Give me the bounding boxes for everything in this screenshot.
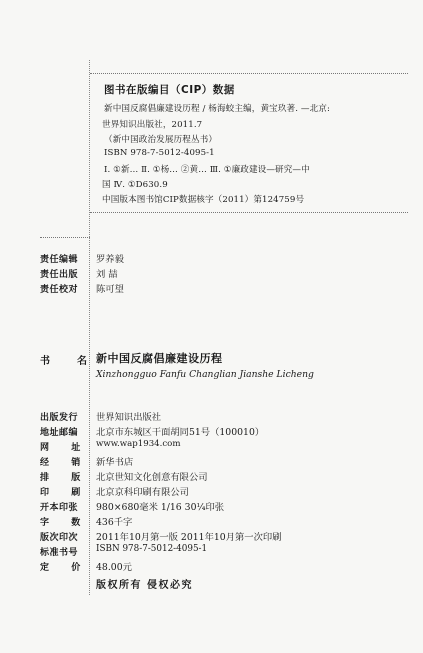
pub-label: 出版发行 bbox=[40, 413, 79, 423]
pub-label: 地址邮编 bbox=[40, 428, 79, 438]
pub-value: 436千字 bbox=[96, 517, 133, 528]
cip-bottom-rule bbox=[90, 212, 408, 213]
pub-value: 北京京科印刷有限公司 bbox=[96, 487, 189, 498]
cip-line: Ⅰ. ①新… Ⅱ. ①杨… ②黄… Ⅲ. ①廉政建设—研究—中 bbox=[104, 165, 310, 175]
editor-value: 陈可望 bbox=[96, 284, 124, 295]
book-title: 新中国反腐倡廉建设历程 bbox=[96, 352, 223, 365]
section-rule bbox=[40, 237, 90, 238]
pub-label: 标准书号 bbox=[40, 548, 79, 558]
pub-value: 北京世知文化创意有限公司 bbox=[96, 472, 208, 483]
editor-label: 责任出版 bbox=[40, 270, 79, 280]
pub-value: 新华书店 bbox=[96, 457, 134, 468]
pub-value: 48.00元 bbox=[96, 562, 132, 573]
editor-value: 罗养毅 bbox=[96, 254, 124, 265]
pub-label: 网 址 bbox=[40, 443, 81, 453]
cip-line: ISBN 978-7-5012-4095-1 bbox=[104, 148, 215, 158]
cip-line: 新中国反腐倡廉建设历程 / 杨海蛟主编，黄宝玖著. —北京: bbox=[104, 104, 330, 114]
pub-value: 2011年10月第一版 2011年10月第一次印刷 bbox=[96, 532, 282, 543]
pub-label: 排 版 bbox=[40, 473, 81, 483]
cip-line: （新中国政治发展历程丛书） bbox=[104, 135, 218, 145]
cip-line: 中国版本图书馆CIP数据核字（2011）第124759号 bbox=[102, 195, 305, 205]
cip-heading: 图书在版编目（CIP）数据 bbox=[104, 84, 235, 96]
pub-label: 定 价 bbox=[40, 563, 81, 573]
pub-value: ISBN 978-7-5012-4095-1 bbox=[96, 544, 208, 554]
pub-value: 980×680毫米 1/16 30¼印张 bbox=[96, 502, 225, 513]
pub-label: 版次印次 bbox=[40, 533, 79, 543]
editor-label: 责任编辑 bbox=[40, 255, 79, 265]
pub-value: 北京市东城区干面胡同51号（100010） bbox=[96, 427, 265, 438]
pub-label: 字 数 bbox=[40, 518, 81, 528]
rights-notice: 版权所有 侵权必究 bbox=[96, 580, 193, 591]
cip-line: 世界知识出版社，2011.7 bbox=[102, 120, 203, 130]
pub-label: 经 销 bbox=[40, 458, 81, 468]
pub-label: 开本印张 bbox=[40, 503, 79, 513]
pub-value: www.wap1934.com bbox=[96, 439, 181, 449]
cip-line: 国 Ⅳ. ①D630.9 bbox=[102, 180, 168, 190]
title-label: 书名 bbox=[40, 356, 114, 367]
book-title-pinyin: Xinzhongguo Fanfu Changlian Jianshe Licheng bbox=[96, 369, 314, 380]
pub-label: 印 刷 bbox=[40, 488, 81, 498]
vertical-rule bbox=[89, 60, 91, 595]
editor-label: 责任校对 bbox=[40, 285, 79, 295]
cip-top-rule bbox=[90, 73, 408, 74]
editor-value: 刘 喆 bbox=[96, 269, 118, 280]
pub-value: 世界知识出版社 bbox=[96, 412, 162, 423]
